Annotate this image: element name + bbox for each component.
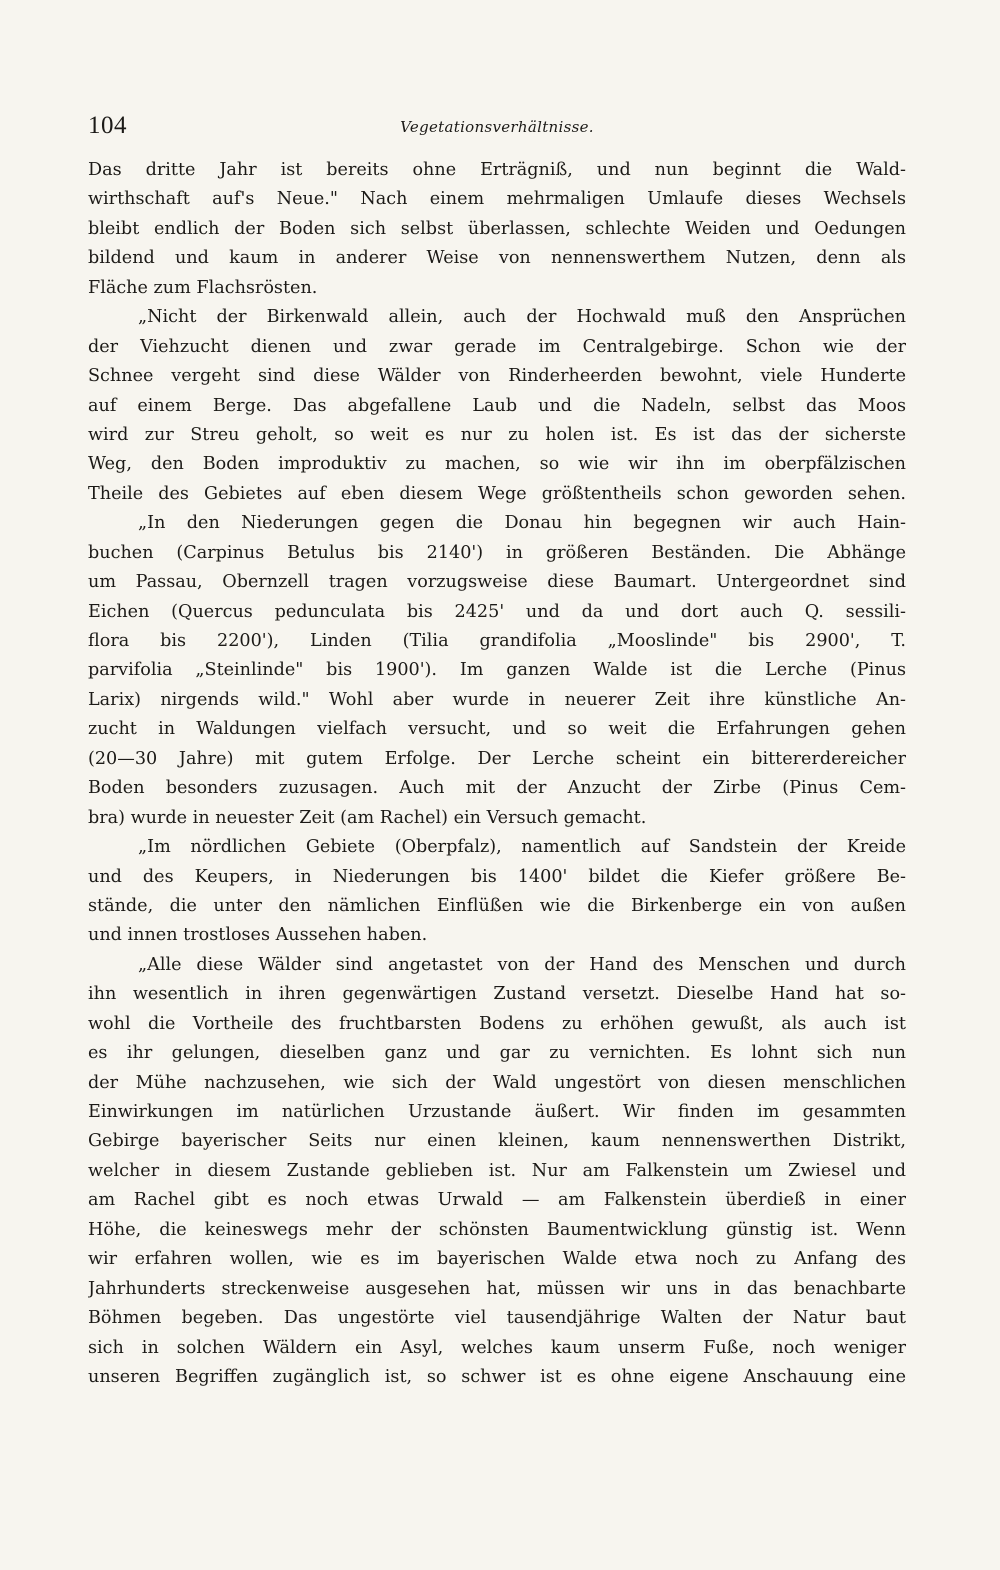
text-line: „Im nördlichen Gebiete (Oberpfalz), namentlich auf Sandstein der Kreide xyxy=(138,837,906,858)
text-line: wir erfahren wollen, wie es im bayerischen Walde etwa noch zu Anfang des xyxy=(88,1249,906,1270)
text-line: Larix) nirgends wild." Wohl aber wurde in neuerer Zeit ihre künstliche An- xyxy=(88,689,906,710)
text-line: „Alle diese Wälder sind angetastet von der Hand des Menschen und durch xyxy=(138,954,906,975)
text-line: Boden besonders zuzusagen. Auch mit der Anzucht der Zirbe (Pinus Cem- xyxy=(88,778,906,799)
text-line: Höhe, die keineswegs mehr der schönsten Baumentwicklung günstig ist. Wenn xyxy=(88,1219,906,1240)
text-line: Gebirge bayerischer Seits nur einen kleinen, kaum nennenswerthen Distrikt, xyxy=(88,1131,906,1152)
text-line: stände, die unter den nämlichen Einflüßen wie die Birkenberge ein von außen xyxy=(88,895,906,916)
text-line: flora bis 2200'), Linden (Tilia grandifolia „Mooslinde" bis 2900', T. xyxy=(88,631,906,651)
text-line: bra) wurde in neuester Zeit (am Rachel) ein Versuch gemacht. xyxy=(88,807,647,828)
text-line: um Passau, Obernzell tragen vorzugsweise diese Baumart. Untergeordnet sind xyxy=(88,572,906,593)
text-line: und innen trostloses Aussehen haben. xyxy=(88,925,428,946)
text-line: unseren Begriffen zugänglich ist, so schwer ist es ohne eigene Anschauung eine xyxy=(88,1366,906,1387)
text-line: buchen (Carpinus Betulus bis 2140') in größeren Beständen. Die Abhänge xyxy=(88,542,906,563)
text-line: (20—30 Jahre) mit gutem Erfolge. Der Lerche scheint ein bittererdereicher xyxy=(88,748,906,769)
text-line: der Mühe nachzusehen, wie sich der Wald ungestört von diesen menschlichen xyxy=(88,1072,906,1093)
text-line: Schnee vergeht sind diese Wälder von Rinderheerden bewohnt, viele Hunderte xyxy=(88,366,906,387)
page-header xyxy=(88,112,906,152)
text-line: wird zur Streu geholt, so weit es nur zu holen ist. Es ist das der sicherste xyxy=(88,424,906,445)
text-line: Jahrhunderts streckenweise ausgesehen hat, müssen wir uns in das benachbarte xyxy=(88,1278,906,1299)
text-line: zucht in Waldungen vielfach versucht, und so weit die Erfahrungen gehen xyxy=(88,719,906,740)
text-line: parvifolia „Steinlinde" bis 1900'). Im ganzen Walde ist die Lerche (Pinus xyxy=(88,660,906,681)
book-page xyxy=(88,112,906,1392)
text-line: Einwirkungen im natürlichen Urzustande äußert. Wir finden im gesammten xyxy=(88,1102,906,1122)
text-line: „Nicht der Birkenwald allein, auch der Hochwald muß den Ansprüchen xyxy=(138,307,906,328)
text-line: welcher in diesem Zustande geblieben ist. Nur am Falkenstein um Zwiesel und xyxy=(88,1160,906,1181)
text-line: der Viehzucht dienen und zwar gerade im Centralgebirge. Schon wie der xyxy=(88,336,906,357)
running-head: Vegetationsverhältnisse. xyxy=(400,118,594,136)
body-text xyxy=(88,156,906,1392)
text-line: Weg, den Boden improduktiv zu machen, so wie wir ihn im oberpfälzischen xyxy=(88,454,906,475)
text-line: auf einem Berge. Das abgefallene Laub und die Nadeln, selbst das Moos xyxy=(88,395,906,416)
text-line: ihn wesentlich in ihren gegenwärtigen Zustand versetzt. Dieselbe Hand hat so- xyxy=(88,984,906,1005)
text-line: am Rachel gibt es noch etwas Urwald — am Falkenstein überdieß in einer xyxy=(88,1190,906,1211)
text-line: es ihr gelungen, dieselben ganz und gar zu vernichten. Es lohnt sich nun xyxy=(88,1043,906,1064)
text-line: wohl die Vortheile des fruchtbarsten Bodens zu erhöhen gewußt, als auch ist xyxy=(88,1013,906,1034)
text-line: wirthschaft auf's Neue." Nach einem mehrmaligen Umlaufe dieses Wechsels xyxy=(88,189,906,210)
text-line: bleibt endlich der Boden sich selbst überlassen, schlechte Weiden und Oedungen xyxy=(88,218,906,239)
text-line: Fläche zum Flachsrösten. xyxy=(88,277,318,298)
text-line: Das dritte Jahr ist bereits ohne Erträgniß, und nun beginnt die Wald- xyxy=(88,160,906,180)
text-line: und des Keupers, in Niederungen bis 1400' bildet die Kiefer größere Be- xyxy=(88,866,906,887)
text-line: Böhmen begeben. Das ungestörte viel tausendjährige Walten der Natur baut xyxy=(88,1308,906,1329)
page-number: 104 xyxy=(88,112,127,139)
text-line: „In den Niederungen gegen die Donau hin begegnen wir auch Hain- xyxy=(138,513,906,534)
text-line: bildend und kaum in anderer Weise von nennenswerthem Nutzen, denn als xyxy=(88,248,906,269)
text-line: Theile des Gebietes auf eben diesem Wege größtentheils schon geworden sehen. xyxy=(88,483,906,504)
text-line: sich in solchen Wäldern ein Asyl, welches kaum unserm Fuße, noch weniger xyxy=(88,1337,906,1358)
text-line: Eichen (Quercus pedunculata bis 2425' und da und dort auch Q. sessili- xyxy=(88,601,906,622)
